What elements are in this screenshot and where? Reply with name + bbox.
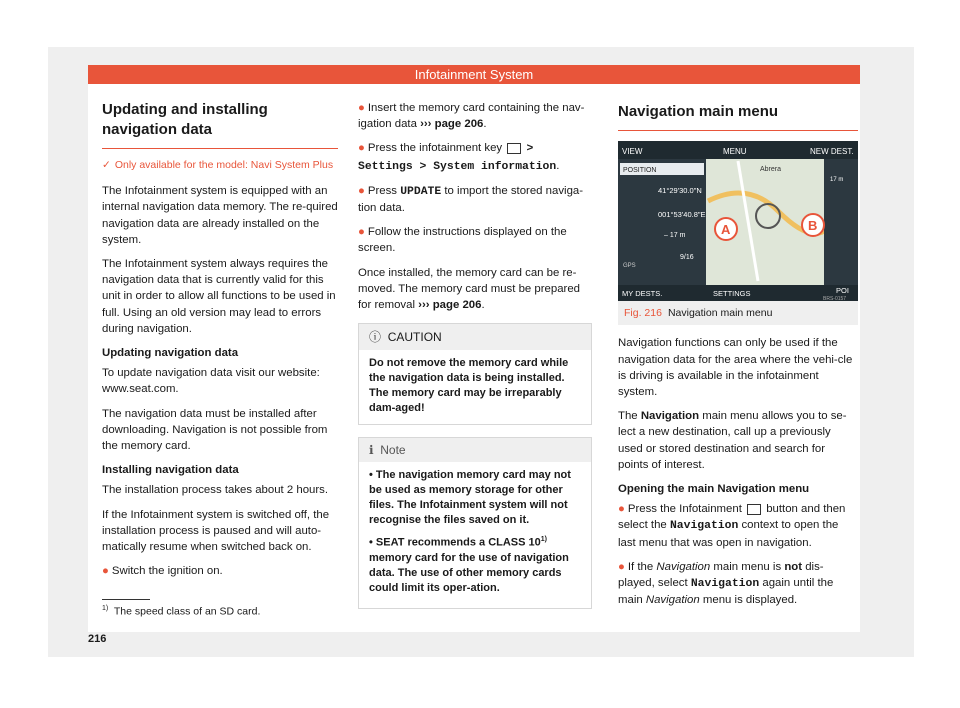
navigation-screen-figure — [618, 141, 858, 301]
note-box — [358, 437, 592, 609]
availability-note: ✓ Only available for the model: Navi System Plus — [102, 157, 338, 173]
section-heading: Navigation main menu — [618, 103, 779, 120]
paragraph: The Navigation main menu allows you to se-lect a new destination, call up a previously used or stored destination and search for points of interest. — [618, 410, 847, 471]
bullet-item: ● Switch the ignition on. — [102, 565, 223, 578]
manual-page — [88, 84, 860, 632]
paragraph: The Infotainment system always requires the navigation data that is currently valid for this unit in order to allow all functions to be used in full. Using an old version may lead to errors during navigation. — [102, 258, 336, 335]
update-key: UPDATE — [400, 185, 442, 198]
bullet-item: ● Press the Infotainment button and then select the Navigation context to open the last menu that was open in navigation. — [618, 503, 846, 549]
poi-button: POI — [836, 286, 849, 296]
footnote-rule — [102, 599, 150, 600]
figure-caption — [618, 301, 858, 325]
column-middle — [358, 100, 592, 609]
bullet-icon: ● — [358, 142, 365, 155]
caution-text: Do not remove the memory card while the navigation data is being installed. The memory card may be irreparably dam-aged! — [369, 357, 569, 415]
page-number: 216 — [88, 633, 107, 645]
paragraph: The navigation data must be installed after downloading. Navigation is not possible from the memory card. — [102, 407, 328, 453]
bullet-icon: ● — [358, 184, 365, 197]
bullet-item: ● If the Navigation main menu is not dis-played, select Navigation again until the main Navigation menu is displayed. — [618, 560, 834, 607]
bullet-icon: ● — [102, 565, 109, 578]
bullet-icon: • — [369, 469, 373, 482]
section-heading: Updating and installing navigation data — [102, 101, 268, 138]
bullet-icon: ● — [358, 102, 365, 114]
page-reference-link[interactable]: ››› page 206 — [418, 299, 482, 312]
scale-label: 17 m — [830, 177, 844, 184]
bullet-item: ● Insert the memory card containing the nav-igation data ››› page 206. — [358, 102, 585, 131]
subheading: Installing navigation data — [102, 464, 239, 477]
gps-label: GPS — [623, 263, 636, 270]
paragraph: Once installed, the memory card can be re-moved. The memory card must be prepared for removal ››› page 206. — [358, 266, 581, 312]
infotainment-key-icon — [507, 143, 521, 154]
navigation-screen-svg — [618, 141, 858, 301]
callout-b: B — [808, 218, 818, 234]
callout-a: A — [721, 222, 731, 238]
subheading: Updating navigation data — [102, 347, 239, 360]
view-button: VIEW — [622, 147, 643, 157]
bullet-item: ● Press the infotainment key > Settings > System information. — [358, 142, 560, 173]
footnote: $^{1)}$ The speed class of an SD card. — [102, 605, 261, 618]
paragraph: Navigation functions can only be used if the navigation data for the area where the vehi-cle is driving is available in the infotainment system. — [618, 337, 853, 399]
latitude: 41°29'30.0"N — [658, 186, 702, 196]
note-body — [359, 462, 591, 608]
column-right — [618, 84, 858, 616]
altitude: – 17 m — [664, 232, 686, 240]
column-left — [102, 84, 338, 587]
paragraph: To update navigation data visit our website: www.seat.com. — [102, 367, 320, 396]
note-bullet: • The navigation memory card may not be used as memory storage for other files. The Infotainment system will not recognise the files saved on it. — [369, 469, 571, 527]
figure-title: Navigation main menu — [667, 307, 773, 320]
figure-code: BRS-0157 — [823, 296, 847, 302]
paragraph: The Infotainment system is equipped with an internal navigation data memory. The re-quired navigation data are already installed on the system. — [102, 185, 338, 246]
longitude: 001°53'40.8"E — [658, 210, 706, 220]
bullet-icon: • — [369, 536, 373, 549]
new-dest-button: NEW DEST. — [810, 147, 854, 157]
note-bullet: • SEAT recommends a CLASS 10$^{1)}$ memory card for the use of navigation data. The use of other memory cards could limit its oper-ation. — [369, 536, 569, 594]
bullet-item: ● Follow the instructions displayed on the screen. — [358, 226, 567, 255]
paragraph: The installation process takes about 2 hours. — [102, 484, 329, 497]
position-label: POSITION — [623, 167, 657, 175]
bullet-icon: ● — [618, 560, 625, 573]
heading-rule — [618, 130, 858, 131]
bullet-icon: ● — [358, 226, 365, 239]
checkmark-icon: ✓ — [102, 159, 111, 171]
my-dests-button: MY DESTS. — [622, 289, 663, 299]
bullet-item: ● Press UPDATE to import the stored naviga-tion data. — [358, 184, 584, 215]
caution-header: ⓘ CAUTION — [359, 324, 591, 350]
paragraph: If the Infotainment system is switched off, the installation process is paused and will auto-matically resume when switched back on. — [102, 508, 330, 554]
town-label: Abrera — [760, 166, 782, 174]
menu-button: MENU — [723, 147, 747, 157]
settings-button: SETTINGS — [713, 289, 751, 299]
info-icon: ℹ — [369, 443, 374, 458]
heading-rule — [102, 148, 338, 149]
satellites: 9/16 — [680, 254, 694, 262]
section-banner: Infotainment System — [88, 65, 860, 84]
caution-box — [358, 323, 592, 425]
note-header: ℹ Note — [359, 438, 591, 462]
figure-number: Fig. 216 — [624, 307, 662, 320]
subheading: Opening the main Navigation menu — [618, 483, 810, 496]
infotainment-key-icon — [747, 504, 761, 515]
page-reference-link[interactable]: ››› page 206 — [420, 118, 484, 131]
bullet-icon: ● — [618, 503, 625, 516]
caution-icon: ⓘ — [369, 330, 382, 345]
